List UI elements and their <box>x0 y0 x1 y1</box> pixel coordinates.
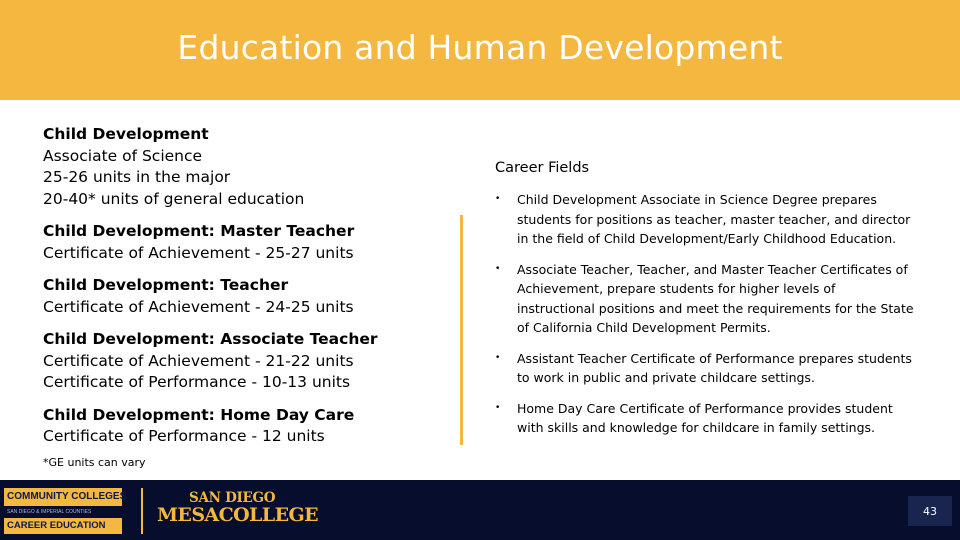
list-item <box>495 190 915 249</box>
career-fields-heading: Career Fields <box>495 160 590 176</box>
program-item <box>43 124 443 210</box>
program-detail: Certificate of Achievement - 24-25 units <box>43 297 354 316</box>
page-number: 43 <box>908 496 952 526</box>
program-detail: Certificate of Achievement - 21-22 units <box>43 351 354 370</box>
program-detail: Certificate of Performance - 12 units <box>43 427 325 445</box>
program-name: Child Development: Home Day Care <box>43 405 355 424</box>
footer-bar <box>0 480 960 540</box>
career-item-text: Home Day Care Certificate of Performance provides student with skills and knowledge for childcare in family settings. <box>517 400 893 435</box>
program-item <box>43 405 443 448</box>
program-detail: Associate of Science <box>43 146 203 165</box>
list-item <box>495 260 915 338</box>
mesa-logo-line2: MESACOLLEGE <box>157 504 318 526</box>
program-name: Child Development: Teacher <box>43 276 289 294</box>
bullet-icon: • <box>495 352 501 363</box>
bullet-icon: • <box>495 402 501 413</box>
footnote: *GE units can vary <box>43 456 146 469</box>
program-item <box>43 275 443 318</box>
cc-logo-bottom: CAREER EDUCATION <box>4 518 122 534</box>
program-detail: Certificate of Performance - 10-13 units <box>43 373 351 391</box>
column-divider <box>460 215 463 445</box>
program-detail: Certificate of Achievement - 25-27 units <box>43 243 354 262</box>
program-detail: 20-40* units of general education <box>43 189 305 208</box>
program-name: Child Development: Associate Teacher <box>43 330 378 348</box>
cc-logo-top: COMMUNITY COLLEGES <box>4 488 122 506</box>
program-name: Child Development: Master Teacher <box>43 222 355 240</box>
cc-logo-middle: SAN DIEGO & IMPERIAL COUNTIES <box>7 509 92 515</box>
bullet-icon: • <box>495 263 501 274</box>
list-item <box>495 399 915 438</box>
career-item-text: Assistant Teacher Certificate of Performance prepares students to work in public and private childcare settings. <box>517 350 912 385</box>
footer-divider <box>141 488 143 534</box>
list-item <box>495 349 915 388</box>
program-item <box>43 329 443 394</box>
bullet-icon: • <box>495 194 501 204</box>
mesa-logo-line1: SAN DIEGO <box>189 490 276 506</box>
career-item-text: Child Development Associate in Science Degree prepares students for positions as teacher, master teacher, and director in the field of Child Development/Early Childhood Education. <box>517 192 911 246</box>
career-item-text: Associate Teacher, Teacher, and Master Teacher Certificates of Achievement, prepare students for higher levels of instructional positions and meet the requirements for the State of California Child Development Permits. <box>517 261 914 335</box>
page-title: Education and Human Development <box>177 27 783 67</box>
title-banner <box>0 0 960 100</box>
program-item <box>43 221 443 264</box>
career-list <box>495 190 915 438</box>
program-name: Child Development <box>43 125 209 143</box>
program-list <box>43 124 443 459</box>
mesa-college-logo <box>157 488 318 534</box>
program-detail: 25-26 units in the major <box>43 168 231 186</box>
community-colleges-logo <box>4 488 127 534</box>
career-fields <box>495 160 915 449</box>
